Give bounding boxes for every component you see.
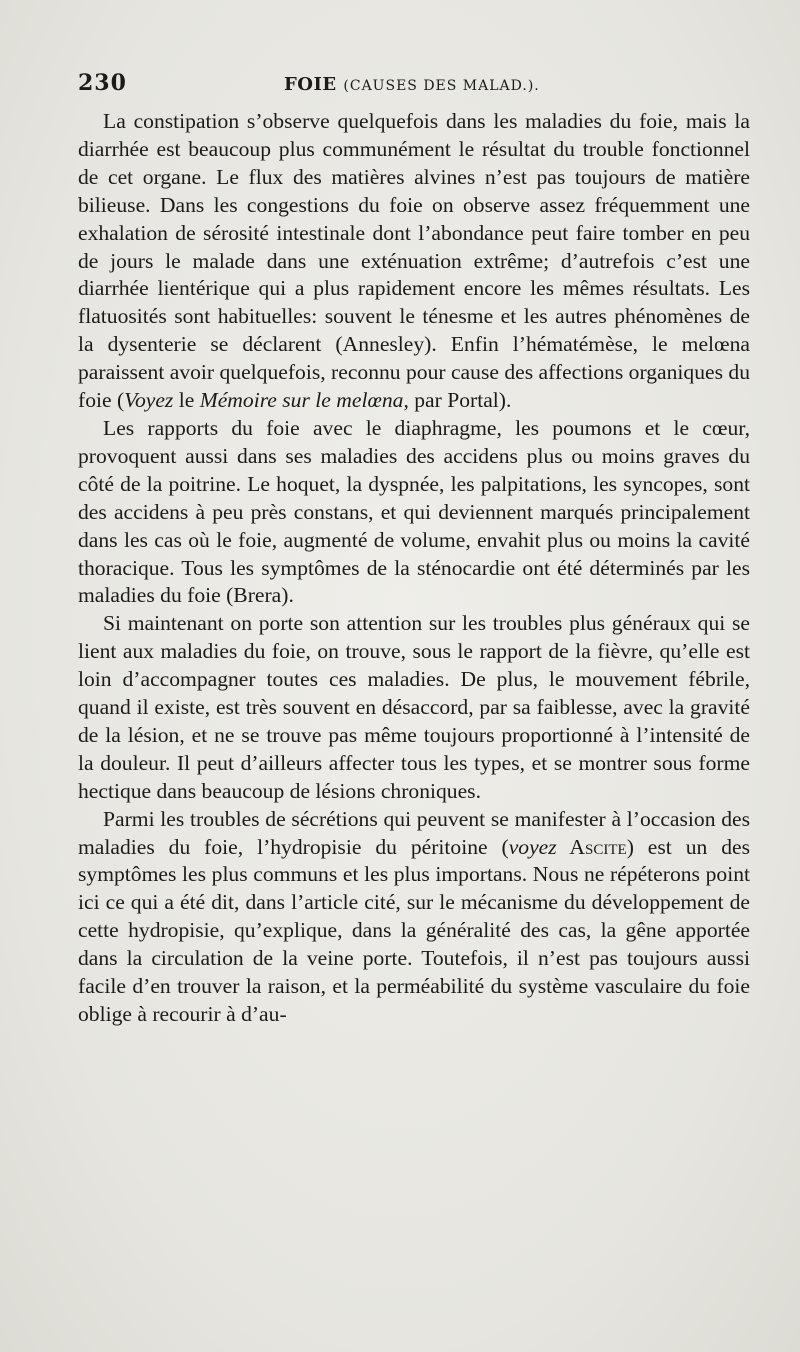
running-head-sub: (CAUSES DES MALAD.). bbox=[343, 78, 540, 94]
running-head-main: FOIE bbox=[284, 74, 337, 95]
paragraph-3: Si maintenant on porte son attention sur les troubles plus généraux qui se lient aux maladies du foie, on trouve, sous le rapport de la fièvre, qu’elle est loin d’accompagner toutes ces maladies. De plus, le mouvement fébrile, quand il existe, est très souvent en désaccord, par sa faiblesse, avec la gravité de la lésion, et ne se trouve pas même toujours proportionné à l’intensité de la douleur. Il peut d’ailleurs affecter tous les types, et se montrer sous forme hectique dans beaucoup de lésions chroniques. bbox=[78, 611, 750, 803]
running-head bbox=[284, 74, 540, 95]
paragraph-4 bbox=[78, 806, 750, 1029]
paragraph-4-italic: voyez bbox=[508, 834, 557, 859]
paragraph-4-smallcaps: Ascite bbox=[556, 834, 627, 859]
paragraph-4-start: Parmi les troubles de sécrétions qui peuvent se manifester à l’occasion des maladies du foie, l’hydropisie du péritoine ( bbox=[78, 806, 750, 859]
page-header bbox=[78, 70, 748, 104]
body-text bbox=[78, 108, 750, 1029]
paragraph-4-end: ) est un des symptômes les plus communs et les plus importans. Nous ne répéterons point ici ce qui a été dit, dans l’article cité, sur le mécanisme du développement de cette hydropisie, qu’explique, dans la généralité des cas, la gêne apportée dans la circulation de la veine porte. Toutefois, il n’est pas toujours aussi facile d’en trouver la raison, et la perméabilité du système vasculaire du foie oblige à recourir à d’au- bbox=[78, 834, 751, 1026]
page-number: 230 bbox=[78, 70, 127, 96]
paragraph-1-text: La constipation s’observe quelquefois dans les maladies du foie, mais la diarrhée est beaucoup plus communément le résultat du trouble fonctionnel de cet organe. Le flux des matières alvines n’est pas toujours de matière bilieuse. Dans les congestions du foie on observe assez fréquemment une exhalation de sérosité intestinale dont l’abondance peut faire tomber en peu de jours le malade dans une exténuation extrême; d’autrefois c’est une diarrhée lientérique qui a plus rapidement encore les mêmes résultats. Les flatuosités sont habituelles: souvent le ténesme et les autres phénomènes de la dysenterie se déclarent (Annesley). Enfin l’hématémèse, le melœna paraissent avoir quelquefois, reconnu pour cause des affections organiques du foie ( bbox=[78, 109, 750, 413]
paragraph-1-end: , par Portal). bbox=[403, 388, 512, 413]
paragraph-1-mid: le bbox=[173, 388, 200, 413]
paragraph-2: Les rapports du foie avec le diaphragme, les poumons et le cœur, provoquent aussi dans ses maladies des accidens plus ou moins graves du côté de la poitrine. Le hoquet, la dyspnée, les palpitations, les syncopes, sont des accidens à peu près constans, et qui deviennent marqués principalement dans les cas où le foie, augmenté de volume, envahit plus ou moins la cavité thoracique. Tous les symptômes de la sténocardie ont été déterminés par les maladies du foie (Brera). bbox=[78, 415, 750, 608]
paragraph-1-italic: Voyez bbox=[124, 388, 174, 413]
paragraph-1-italic-title: Mémoire sur le melœna bbox=[199, 388, 404, 413]
paragraph-1 bbox=[78, 108, 750, 415]
